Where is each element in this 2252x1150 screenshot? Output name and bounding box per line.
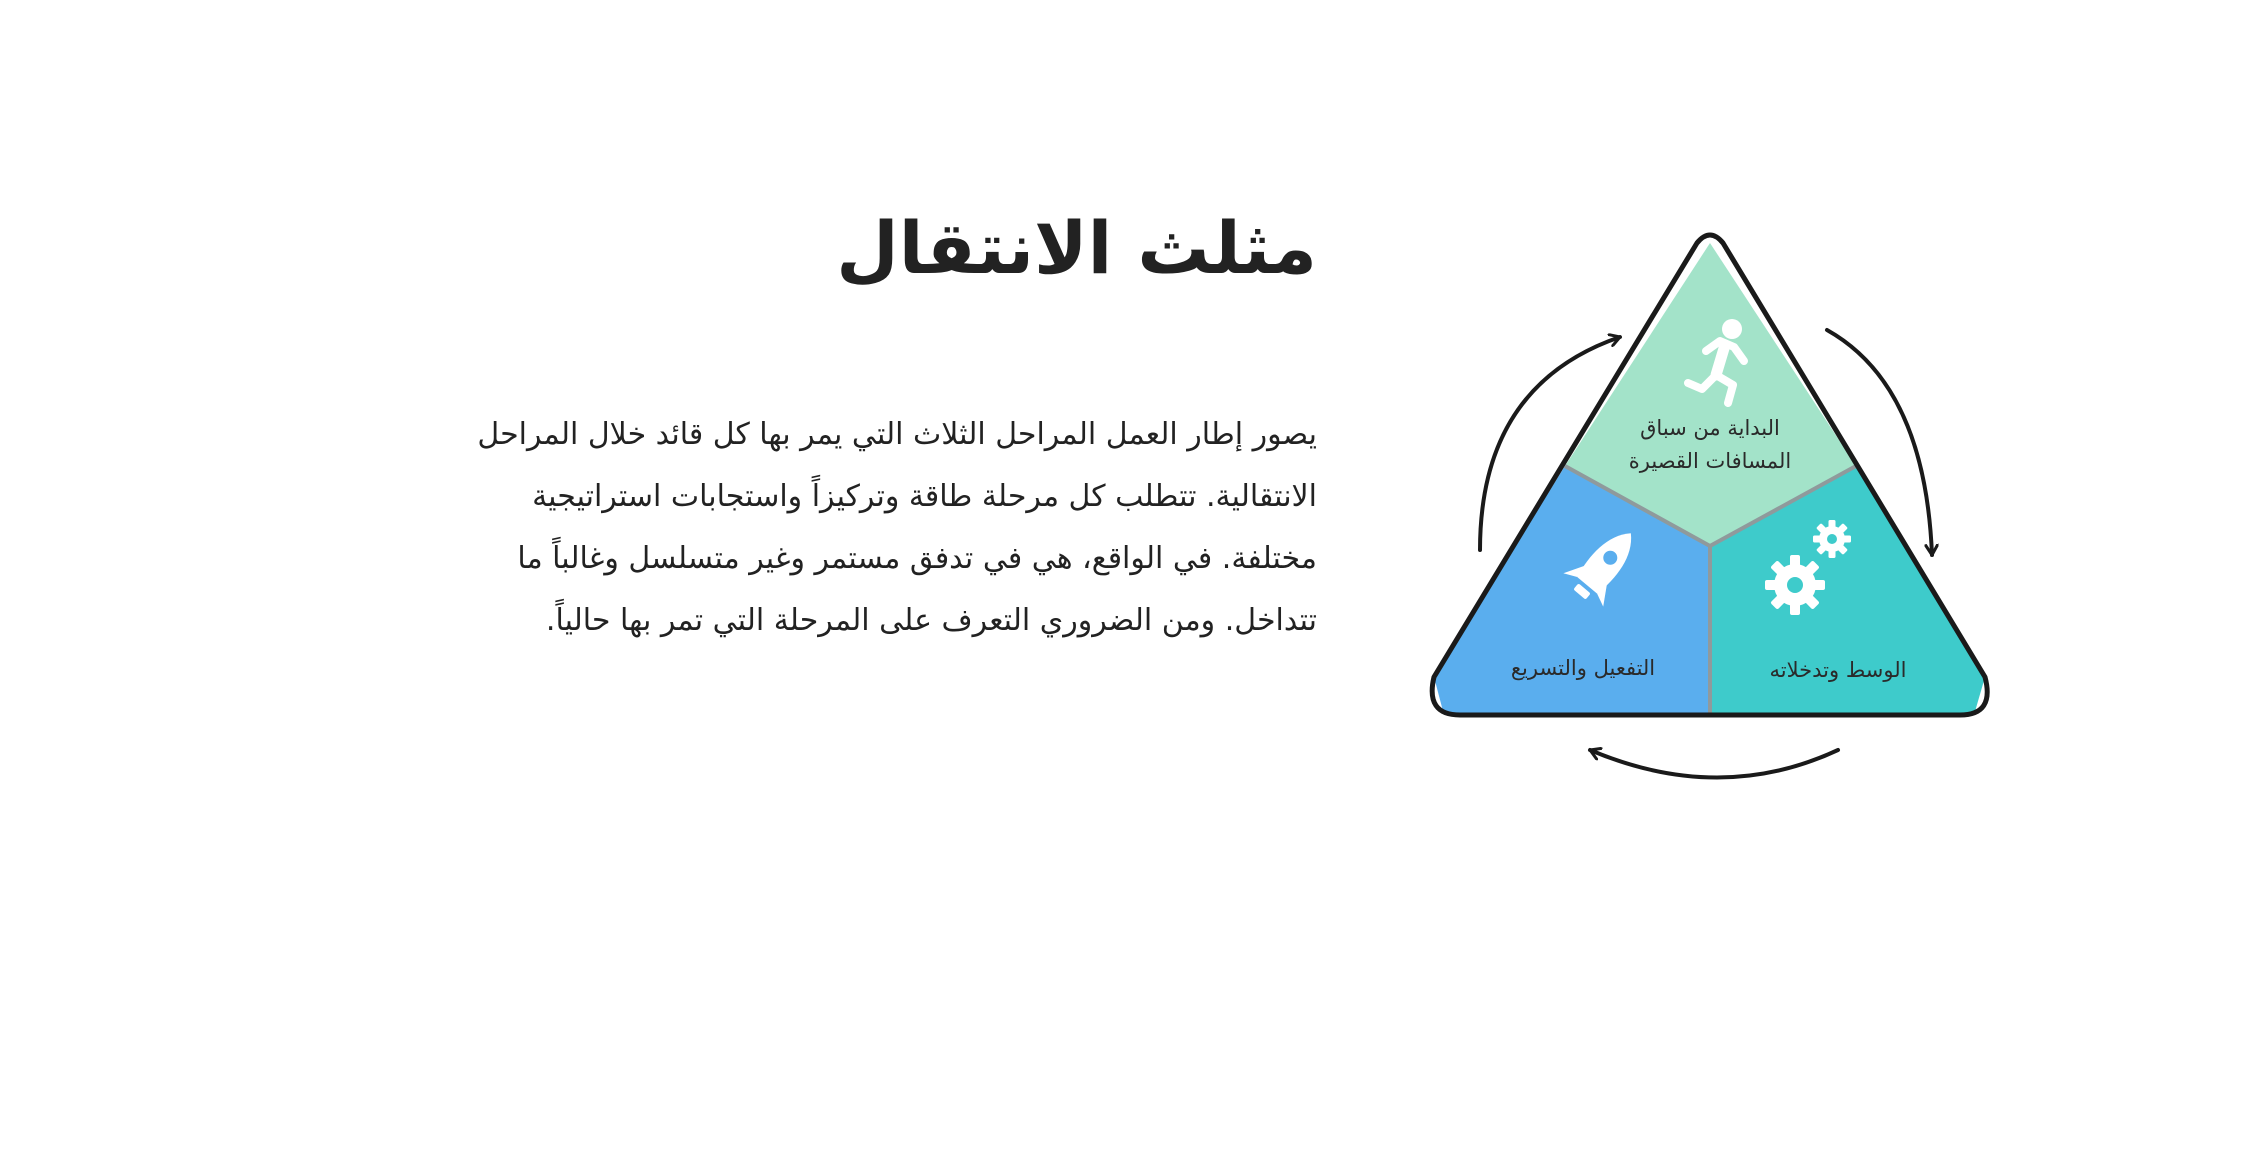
cycle-arrow-bottom <box>1590 750 1838 778</box>
segment-top-label-line2: المسافات القصيرة <box>1628 449 1792 473</box>
segment-left-label: التفعيل والتسريع <box>1510 656 1656 680</box>
page-title: مثلث الانتقال <box>836 206 1317 290</box>
segment-right-label: الوسط وتدخلاته <box>1769 658 1907 682</box>
description-paragraph: يصور إطار العمل المراحل الثلاث التي يمر بها كل قائد خلال المراحل الانتقالية. تتطلب كل مرحلة طاقة وتركيزاً واستجابات استراتيجية مختلفة. في الواقع، هي في تدفق مستمر وغير متسلسل وغالباً ما تتداخل. ومن الضروري التعرف على المرحلة التي تمر بها حالياً. <box>477 417 1317 638</box>
transition-triangle-diagram <box>1420 225 2000 795</box>
segment-top-label-line1: البداية من سباق <box>1640 416 1780 440</box>
